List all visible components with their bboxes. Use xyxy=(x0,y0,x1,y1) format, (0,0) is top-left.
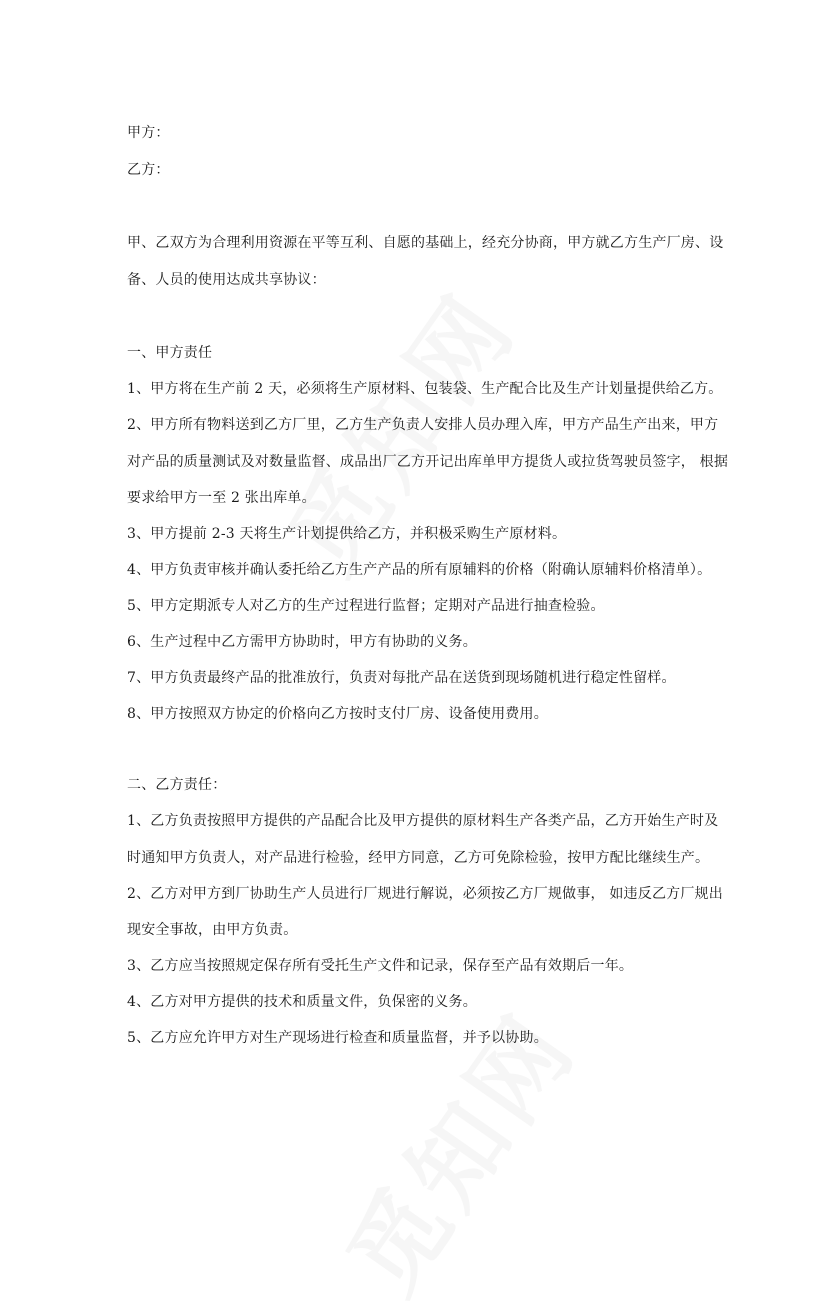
clause-b-2: 2、乙方对甲方到厂协助生产人员进行厂规进行解说，必须按乙方厂规做事， 如违反乙方厂规出 xyxy=(127,886,723,902)
clause-a-2-continued: 对产品的质量测试及对数量监督、成品出厂乙方开记出库单甲方提货人或拉货驾驶员签字， 根据 xyxy=(127,454,729,470)
clause-a-4: 4、甲方负责审核并确认委托给乙方生产产品的所有原辅料的价格（附确认原辅料价格清单）。 xyxy=(127,562,712,578)
clause-a-5: 5、甲方定期派专人对乙方的生产过程进行监督；定期对产品进行抽查检验。 xyxy=(127,598,605,614)
clause-a-2: 2、甲方所有物料送到乙方厂里，乙方生产负责人安排人员办理入库，甲方产品生产出来，甲方 xyxy=(127,417,719,433)
clause-a-2-continued: 要求给甲方一至 2 张出库单。 xyxy=(127,490,316,506)
clause-a-7: 7、甲方负责最终产品的批准放行，负责对每批产品在送货到现场随机进行稳定性留样。 xyxy=(127,670,676,686)
clause-a-3: 3、甲方提前 2-3 天将生产计划提供给乙方，并积极采购生产原材料。 xyxy=(127,526,567,542)
section-heading-party-a: 一、甲方责任 xyxy=(127,345,213,361)
intro-paragraph-line: 甲、乙双方为合理利用资源在平等互利、自愿的基础上，经充分协商，甲方就乙方生产厂房、设 xyxy=(127,235,724,251)
clause-b-1-continued: 时通知甲方负责人，对产品进行检验，经甲方同意，乙方可免除检验，按甲方配比继续生产。 xyxy=(127,850,710,866)
clause-a-1: 1、甲方将在生产前 2 天，必须将生产原材料、包装袋、生产配合比及生产计划量提供给乙方。 xyxy=(127,381,723,397)
party-a-label: 甲方： xyxy=(127,125,170,141)
clause-b-1: 1、乙方负责按照甲方提供的产品配合比及甲方提供的原材料生产各类产品，乙方开始生产时及 xyxy=(127,813,719,829)
party-b-label: 乙方： xyxy=(127,162,170,178)
clause-b-5: 5、乙方应允许甲方对生产现场进行检查和质量监督，并予以协助。 xyxy=(127,1030,548,1046)
intro-paragraph-line: 备、人员的使用达成共享协议： xyxy=(127,272,326,288)
clause-b-2-continued: 现安全事故，由甲方负责。 xyxy=(127,922,298,938)
clause-a-8: 8、甲方按照双方协定的价格向乙方按时支付厂房、设备使用费用。 xyxy=(127,706,548,722)
clause-a-6: 6、生产过程中乙方需甲方协助时，甲方有协助的义务。 xyxy=(127,634,477,650)
clause-b-3: 3、乙方应当按照规定保存所有受托生产文件和记录，保存至产品有效期后一年。 xyxy=(127,958,634,974)
section-heading-party-b: 二、乙方责任： xyxy=(127,777,227,793)
clause-b-4: 4、乙方对甲方提供的技术和质量文件，负保密的义务。 xyxy=(127,994,477,1010)
